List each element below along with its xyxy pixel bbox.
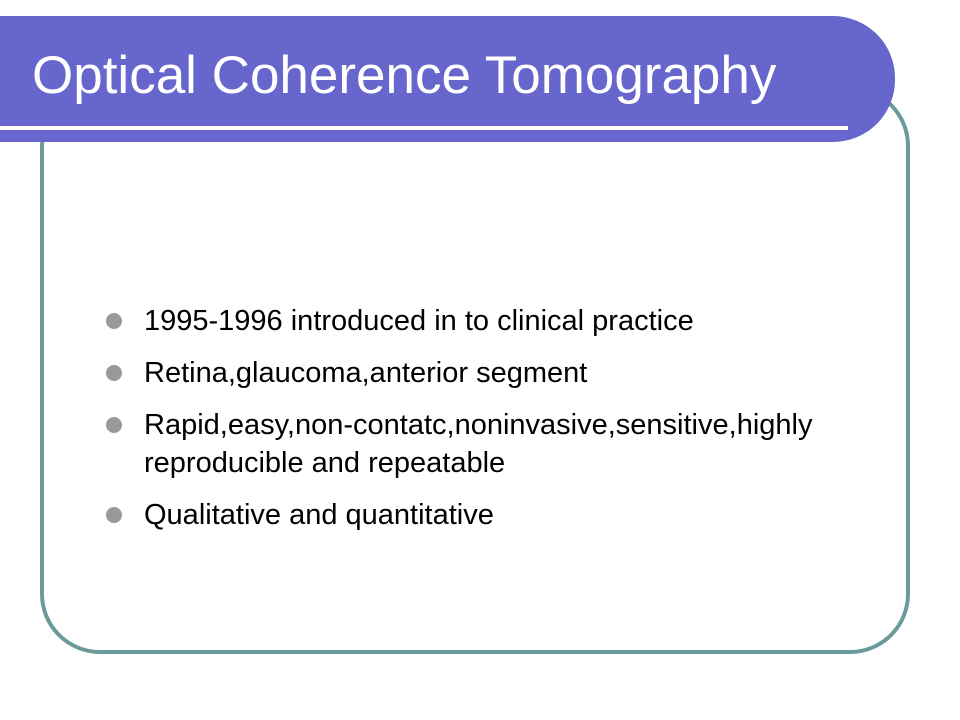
- bullet-list: [106, 302, 876, 548]
- bullet-item: [106, 354, 876, 392]
- bullet-text: Qualitative and quantitative: [144, 499, 494, 531]
- bullet-icon: [106, 313, 122, 329]
- bullet-text: Rapid,easy,non-contatc,noninvasive,sensitive,highly reproducible and repeatable: [144, 409, 813, 479]
- bullet-icon: [106, 365, 122, 381]
- bullet-item: [106, 496, 876, 534]
- slide-title: Optical Coherence Tomography: [32, 46, 777, 105]
- bullet-item: [106, 406, 876, 482]
- bullet-text: 1995-1996 introduced in to clinical practice: [144, 305, 694, 337]
- bullet-item: [106, 302, 876, 340]
- bullet-icon: [106, 417, 122, 433]
- title-underline: [0, 126, 848, 130]
- bullet-icon: [106, 507, 122, 523]
- bullet-text: Retina,glaucoma,anterior segment: [144, 357, 588, 389]
